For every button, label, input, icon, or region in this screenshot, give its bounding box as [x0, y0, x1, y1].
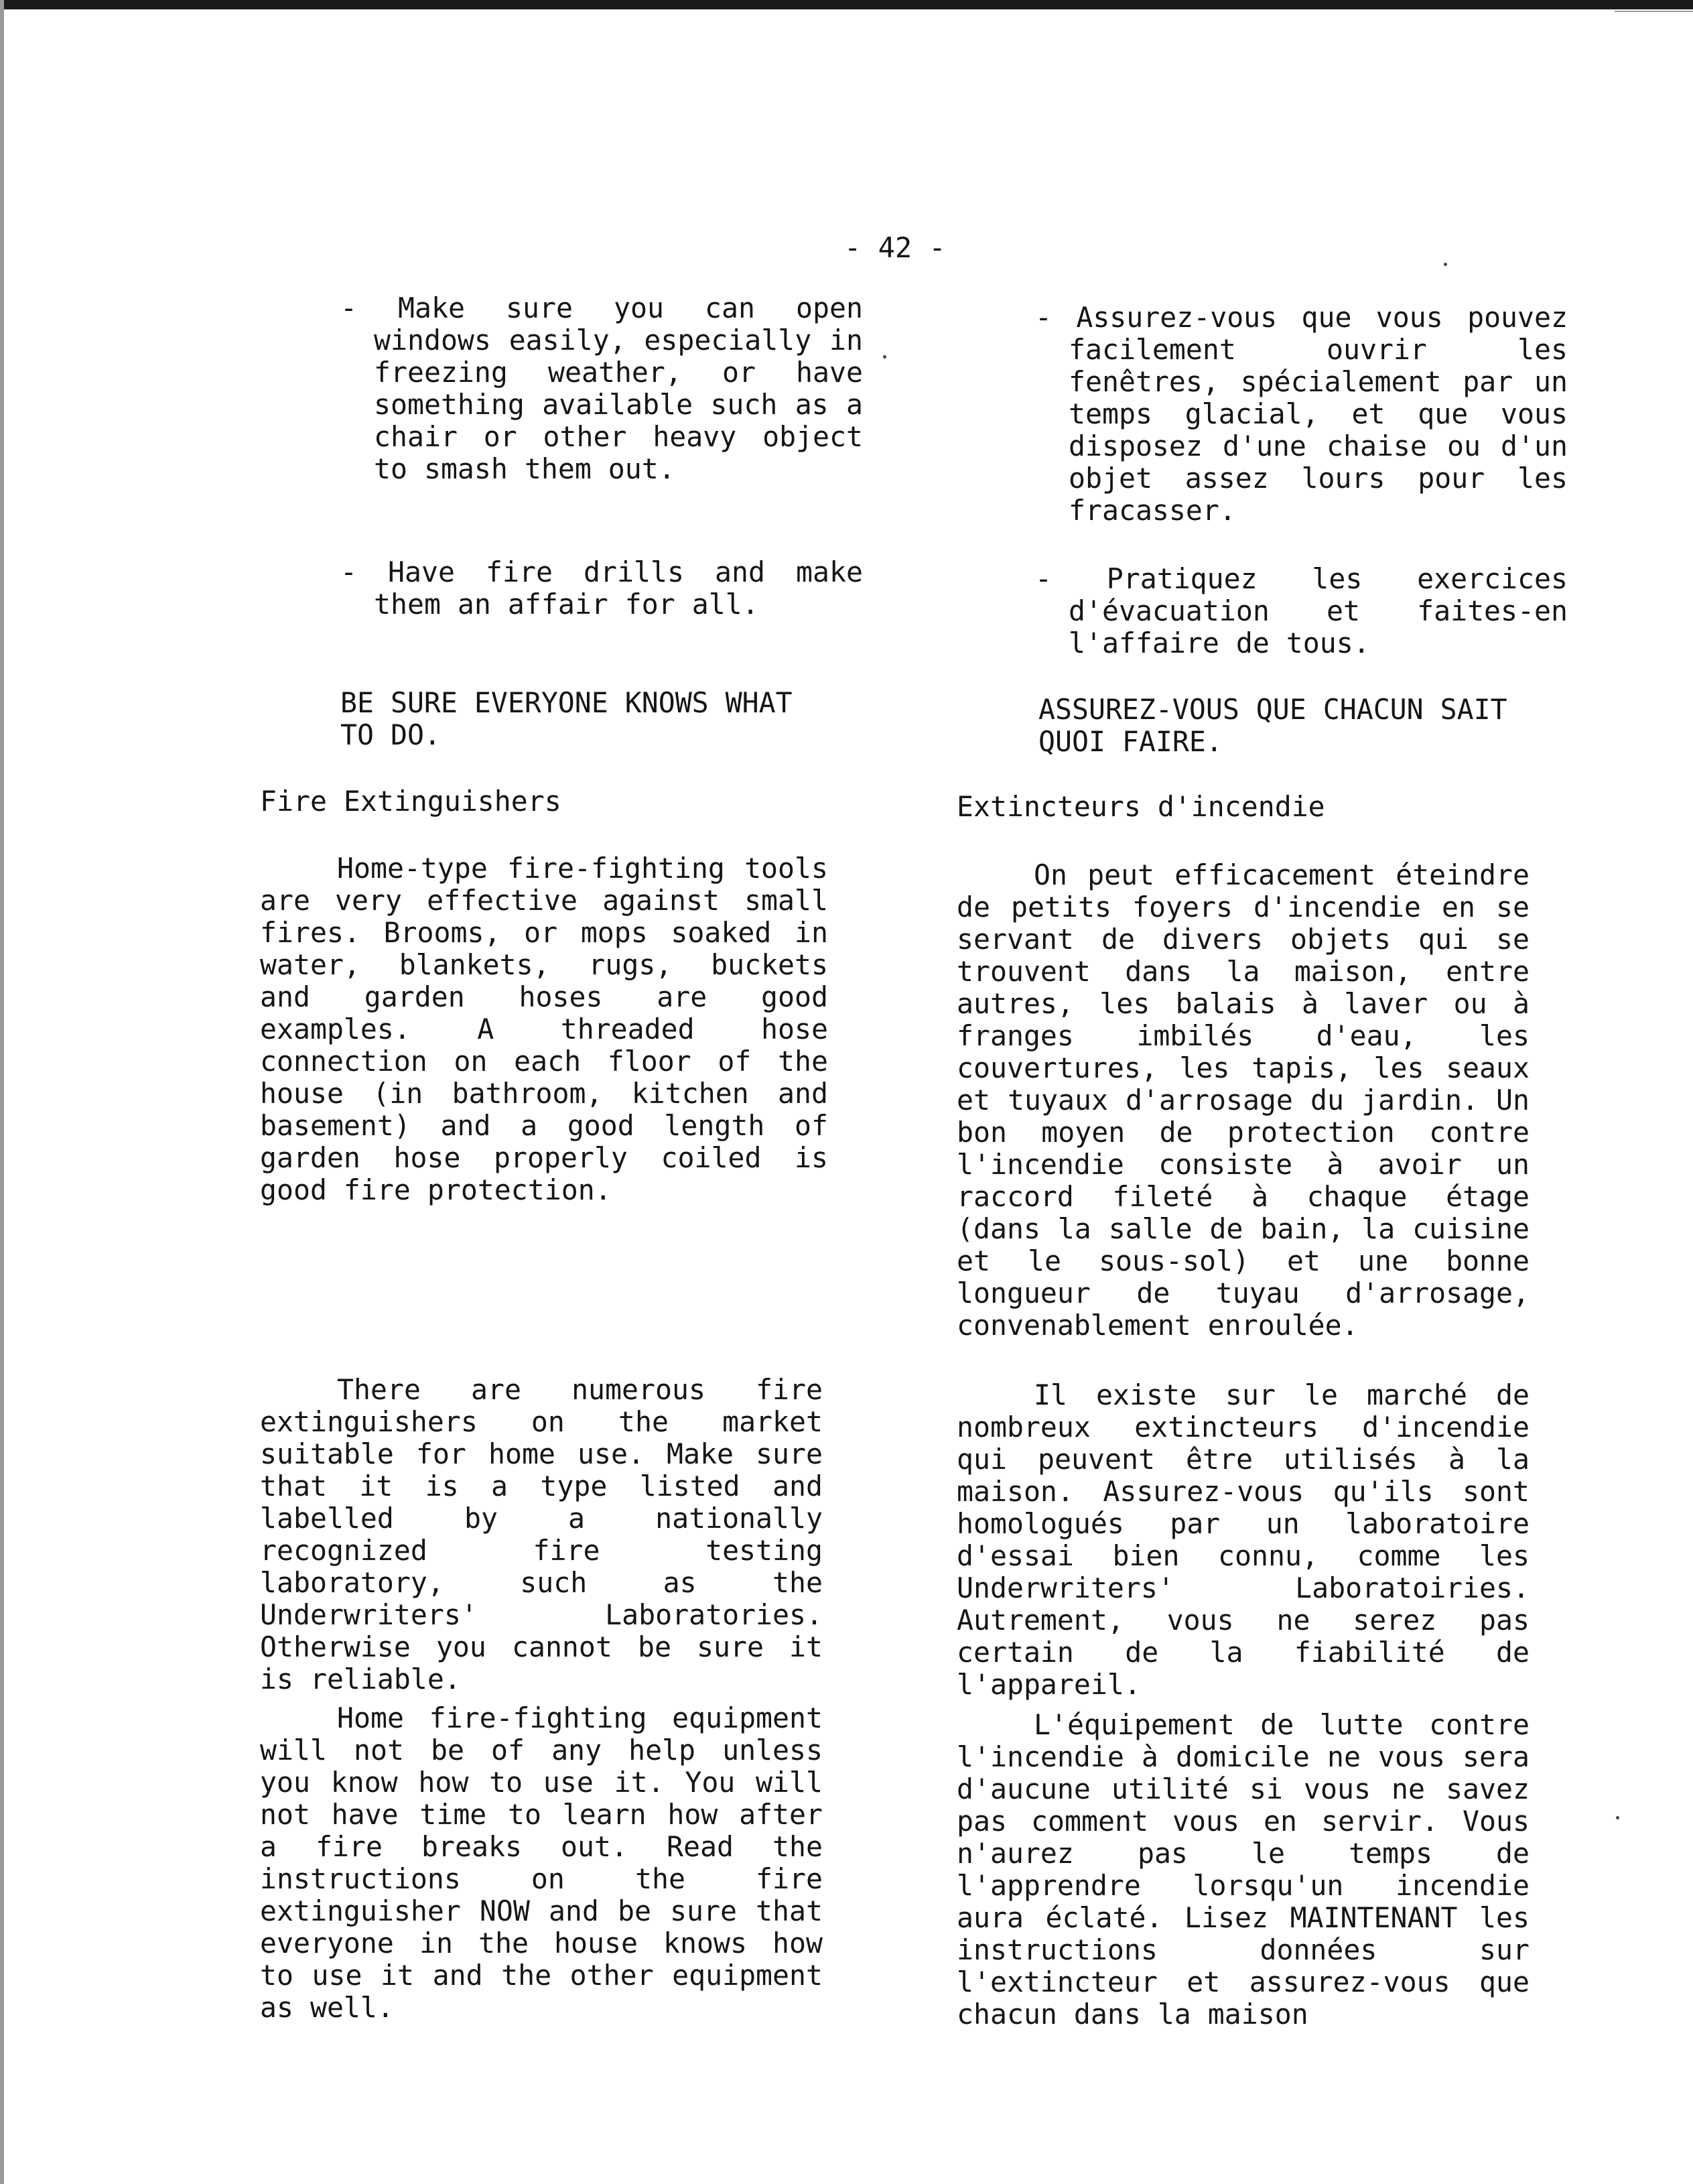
- scan-rule: [1615, 11, 1693, 12]
- english-item-windows: - Make sure you can open windows easily, especially in freezing weather, or have something available such as a chair or other heavy object to smash them out.: [340, 292, 863, 485]
- scan-speck: [1616, 1816, 1619, 1819]
- english-heading: Fire Extinguishers: [260, 785, 561, 818]
- page-number: - 42 -: [844, 231, 946, 264]
- scan-left-edge: [0, 0, 4, 2184]
- english-para-tools: Home-type fire-fighting tools are very effective against small fires. Brooms, or mops soaked in water, blankets, rugs, buckets and garden hoses are good examples. A threaded hose connection on each floor of the house (in bathroom, kitchen and basement) and a good length of garden hose properly coiled is good fire protection.: [260, 852, 828, 1206]
- english-para-extinguishers: There are numerous fire extinguishers on the market suitable for home use. Make sure that it is a type listed and labelled by a nationally recognized fire testing laboratory, such as the Underwriters' Laboratories. Otherwise you cannot be sure it is reliable.: [260, 1373, 823, 1695]
- french-item-windows: - Assurez-vous que vous pouvez facilement ouvrir les fenêtres, spécialement par un temps glacial, et que vous disposez d'une chaise ou d'un objet assez lours pour les fracasser.: [1035, 301, 1568, 527]
- french-para-tools: On peut efficacement éteindre de petits foyers d'incendie en se servant de divers objets qui se trouvent dans la maison, entre autres, les balais à laver ou à franges imbilés d'eau, les couvertures, les tapis, les seaux et tuyaux d'arrosage du jardin. Un bon moyen de protection contre l'incendie consiste à avoir un raccord fileté à chaque étage (dans la salle de bain, la cuisine et le sous-sol) et une bonne longueur de tuyau d'arrosage, convenablement enroulée.: [957, 858, 1530, 1342]
- english-be-sure: BE SURE EVERYONE KNOWS WHAT TO DO.: [340, 686, 793, 751]
- scan-speck: [1444, 263, 1447, 266]
- french-item-drills: - Pratiquez les exercices d'évacuation et faites-en l'affaire de tous.: [1035, 562, 1568, 659]
- french-para-extinguishers: Il existe sur le marché de nombreux extincteurs d'incendie qui peuvent être utilisés à la maison. Assurez-vous qu'ils sont homologués par un laboratoire d'essai bien connu, comme les Underwriters' Laboratoiries. Autrement, vous ne serez pas certain de la fiabilité de l'appareil.: [957, 1378, 1530, 1701]
- scan-speck: [883, 355, 886, 359]
- english-item-drills: - Have fire drills and make them an affair for all.: [340, 556, 863, 621]
- french-para-equipment: L'équipement de lutte contre l'incendie à domicile ne vous sera d'aucune utilité si vous ne savez pas comment vous en servir. Vous n'aurez pas le temps de l'apprendre lorsqu'un incendie aura éclaté. Lisez MAINTENANT les instructions données sur l'extincteur et assurez-vous que chacun dans la maison: [957, 1708, 1530, 2031]
- english-para-equipment: Home fire-fighting equipment will not be of any help unless you know how to use it. You will not have time to learn how after a fire breaks out. Read the instructions on the fire extinguisher NOW and be sure that everyone in the house knows how to use it and the other equipment as well.: [260, 1701, 823, 2024]
- french-heading: Extincteurs d'incendie: [957, 790, 1325, 823]
- french-be-sure: ASSUREZ-VOUS QUE CHACUN SAIT QUOI FAIRE.: [1038, 693, 1507, 758]
- scan-top-edge: [0, 0, 1693, 9]
